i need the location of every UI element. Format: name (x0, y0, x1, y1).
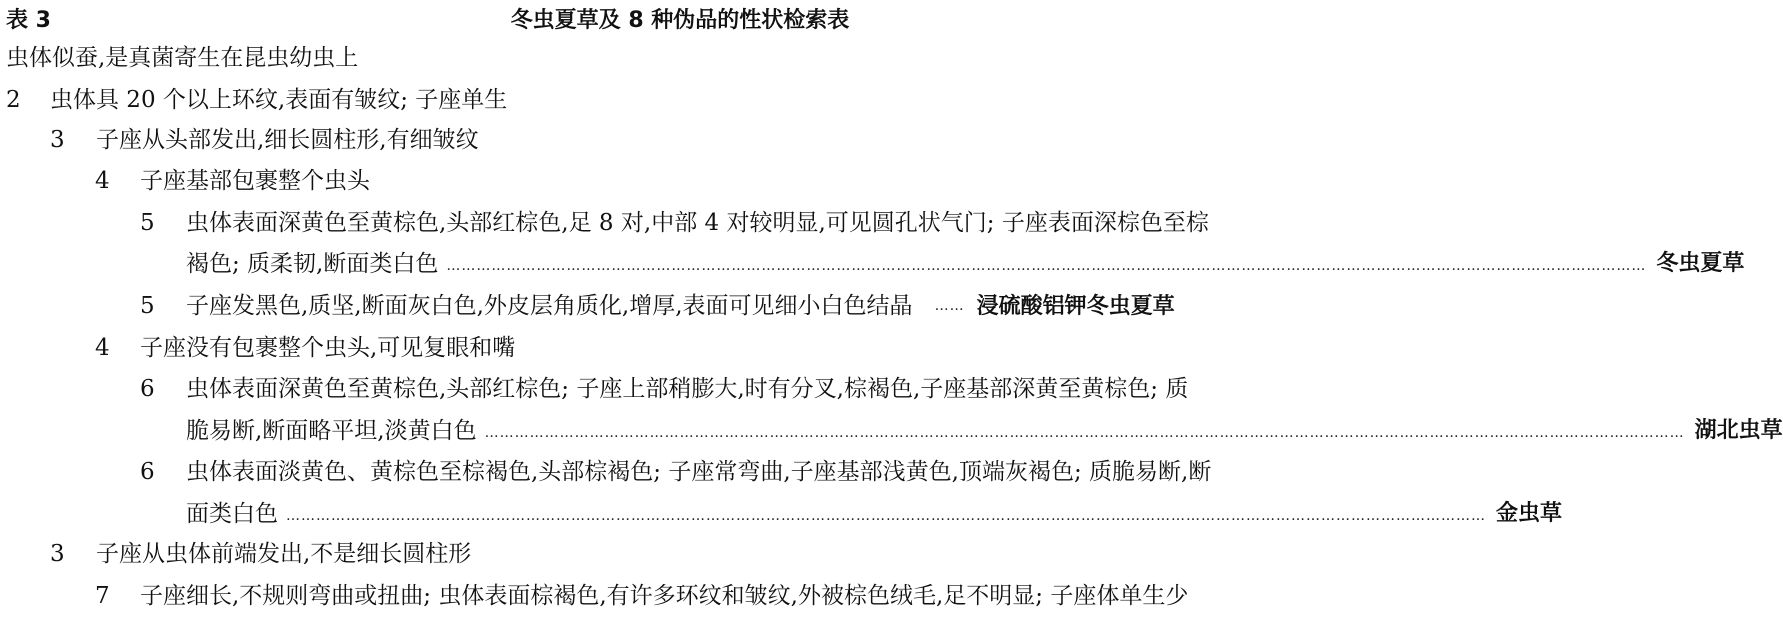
entry-text: 子座从虫体前端发出,不是细长圆柱形 (96, 541, 472, 567)
entry-number: 4 (95, 335, 110, 361)
entry-number: 6 (140, 459, 155, 485)
entry-number: 2 (6, 87, 21, 113)
table-number: 表 3 (6, 8, 51, 33)
result-name: 冬虫夏草 (1656, 251, 1745, 276)
dot-leader: …………………………………………………………………………………………………………………………………………………………………………………………………………………… (446, 258, 1647, 274)
key-entry-6b-continuation (186, 500, 1563, 528)
result-name: 湖北虫草 (1694, 418, 1783, 443)
result-name: 浸硫酸铝钾冬虫夏草 (976, 294, 1175, 319)
entry-number: 5 (140, 210, 155, 236)
result-name: 金虫草 (1496, 501, 1563, 526)
entry-text-with-result (186, 292, 1175, 323)
entry-number: 3 (50, 127, 65, 153)
entry-text: 虫体表面淡黄色、黄棕色至棕褐色,头部棕褐色; 子座常弯曲,子座基部浅黄色,顶端灰褐色; 质脆易断,断 (186, 459, 1212, 485)
entry-text: 子座基部包裹整个虫头 (140, 168, 370, 194)
entry-text-continued: 面类白色 (186, 501, 278, 527)
entry-text-continued: 褐色; 质柔韧,断面类白色 (186, 251, 439, 277)
entry-text: 子座从头部发出,细长圆柱形,有细皱纹 (96, 127, 479, 153)
key-entry-6a-continuation (186, 417, 1783, 445)
entry-text: 子座细长,不规则弯曲或扭曲; 虫体表面棕褐色,有许多环纹和皱纹,外被棕色绒毛,足不明显; 子座体单生少 (140, 583, 1189, 609)
dot-leader: …………………………………………………………………………………………………………………………………………………………………………………………………………………… (484, 425, 1685, 441)
entry-number: 5 (140, 293, 155, 319)
entry-number: 3 (50, 541, 65, 567)
entry-text: 虫体具 20 个以上环纹,表面有皱纹; 子座单生 (50, 87, 508, 113)
entry-text: 虫体表面深黄色至黄棕色,头部红棕色,足 8 对,中部 4 对较明显,可见圆孔状气门; 子座表面深棕色至棕 (186, 210, 1209, 236)
entry-text: 虫体似蚕,是真菌寄生在昆虫幼虫上 (6, 45, 359, 71)
entry-text: 虫体表面深黄色至黄棕色,头部红棕色; 子座上部稍膨大,时有分叉,棕褐色,子座基部深黄至黄棕色; 质 (186, 376, 1189, 402)
entry-text: 子座没有包裹整个虫头,可见复眼和嘴 (140, 335, 516, 361)
entry-text-continued: 脆易断,断面略平坦,淡黄白色 (186, 418, 477, 444)
entry-number: 7 (95, 583, 110, 609)
dot-leader: …… (934, 298, 965, 314)
entry-text: 子座发黑色,质坚,断面灰白色,外皮层角质化,增厚,表面可见细小白色结晶 (186, 293, 913, 319)
entry-number: 6 (140, 376, 155, 402)
key-entry-5a-continuation (186, 250, 1745, 278)
table-title: 冬虫夏草及 8 种伪品的性状检索表 (510, 8, 850, 33)
dot-leader: …………………………………………………………………………………………………………………………………………………………………………………………………………………… (286, 508, 1486, 524)
entry-number: 4 (95, 168, 110, 194)
